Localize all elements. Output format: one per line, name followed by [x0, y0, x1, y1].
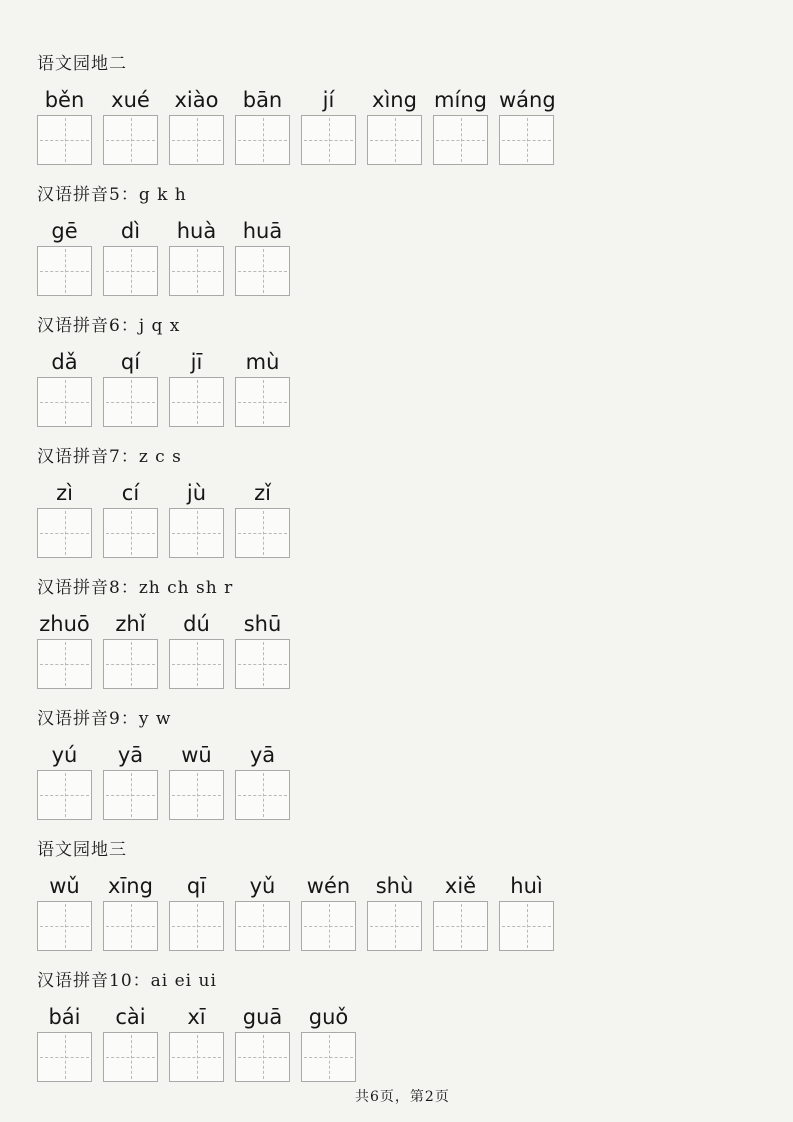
pinyin-cell	[433, 88, 488, 165]
pinyin-label: xīng	[108, 874, 153, 898]
pinyin-cell	[37, 350, 92, 427]
pinyin-label: yǔ	[249, 874, 276, 898]
tianzige-horizontal-guide	[172, 140, 221, 141]
tianzige-writing-box	[433, 115, 488, 165]
pinyin-label: gē	[51, 219, 78, 243]
worksheet-section	[37, 185, 793, 296]
pinyin-cell	[499, 88, 554, 165]
tianzige-writing-box	[169, 377, 224, 427]
pinyin-label: wáng	[499, 88, 556, 112]
pinyin-label: cí	[121, 481, 140, 505]
tianzige-writing-box	[37, 639, 92, 689]
pinyin-label: dì	[120, 219, 141, 243]
pinyin-cell	[367, 874, 422, 951]
tianzige-writing-box	[235, 1032, 290, 1082]
pinyin-cell	[169, 481, 224, 558]
pinyin-cell	[367, 88, 422, 165]
pinyin-label: huà	[176, 219, 217, 243]
tianzige-horizontal-guide	[304, 1057, 353, 1058]
section-title: 语文园地三	[37, 840, 127, 860]
tianzige-writing-box	[103, 115, 158, 165]
pinyin-label: huì	[510, 874, 543, 898]
tianzige-horizontal-guide	[40, 795, 89, 796]
pinyin-cell	[37, 874, 92, 951]
pinyin-cell	[235, 874, 290, 951]
tianzige-horizontal-guide	[40, 1057, 89, 1058]
pinyin-label: xiào	[174, 88, 219, 112]
tianzige-writing-box	[169, 770, 224, 820]
tianzige-horizontal-guide	[172, 271, 221, 272]
tianzige-horizontal-guide	[106, 402, 155, 403]
pinyin-cell	[37, 612, 92, 689]
pinyin-label: shū	[243, 612, 282, 636]
tianzige-horizontal-guide	[106, 140, 155, 141]
tianzige-writing-box	[37, 377, 92, 427]
tianzige-writing-box	[301, 1032, 356, 1082]
tianzige-horizontal-guide	[502, 140, 551, 141]
tianzige-writing-box	[37, 1032, 92, 1082]
pinyin-cell	[235, 612, 290, 689]
pinyin-cell	[301, 1005, 356, 1082]
tianzige-horizontal-guide	[106, 664, 155, 665]
pinyin-cell	[169, 612, 224, 689]
pinyin-cell	[103, 1005, 158, 1082]
tianzige-writing-box	[499, 115, 554, 165]
pinyin-row	[37, 88, 793, 165]
tianzige-horizontal-guide	[502, 926, 551, 927]
pinyin-cell	[169, 88, 224, 165]
page-number-footer: 共6页，第2页	[355, 1089, 450, 1105]
pinyin-cell	[103, 481, 158, 558]
pinyin-label: qī	[186, 874, 207, 898]
pinyin-label: bān	[242, 88, 283, 112]
tianzige-writing-box	[235, 246, 290, 296]
pinyin-cell	[169, 874, 224, 951]
pinyin-cell	[103, 88, 158, 165]
pinyin-cell	[169, 219, 224, 296]
pinyin-label: dú	[183, 612, 210, 636]
pinyin-label: míng	[434, 88, 487, 112]
pinyin-cell	[235, 481, 290, 558]
tianzige-horizontal-guide	[106, 1057, 155, 1058]
section-title: 汉语拼音6：j q x	[37, 316, 181, 336]
tianzige-horizontal-guide	[172, 533, 221, 534]
tianzige-horizontal-guide	[40, 271, 89, 272]
pinyin-label: jī	[190, 350, 203, 374]
pinyin-cell	[235, 1005, 290, 1082]
pinyin-row	[37, 1005, 793, 1082]
tianzige-horizontal-guide	[238, 1057, 287, 1058]
pinyin-label: wén	[306, 874, 351, 898]
tianzige-horizontal-guide	[40, 140, 89, 141]
pinyin-label: shù	[375, 874, 414, 898]
pinyin-cell	[37, 219, 92, 296]
pinyin-cell	[103, 219, 158, 296]
pinyin-label: xìng	[372, 88, 417, 112]
tianzige-writing-box	[103, 377, 158, 427]
tianzige-writing-box	[103, 901, 158, 951]
tianzige-horizontal-guide	[40, 533, 89, 534]
tianzige-horizontal-guide	[172, 926, 221, 927]
tianzige-writing-box	[499, 901, 554, 951]
tianzige-writing-box	[103, 508, 158, 558]
pinyin-cell	[433, 874, 488, 951]
pinyin-cell	[37, 743, 92, 820]
section-title: 汉语拼音10：ai ei ui	[37, 971, 217, 991]
tianzige-horizontal-guide	[106, 795, 155, 796]
worksheet-section	[37, 840, 793, 951]
tianzige-horizontal-guide	[40, 664, 89, 665]
pinyin-label: zì	[56, 481, 73, 505]
pinyin-label: yā	[117, 743, 144, 767]
tianzige-writing-box	[103, 246, 158, 296]
tianzige-writing-box	[235, 901, 290, 951]
section-title: 汉语拼音8：zh ch sh r	[37, 578, 234, 598]
tianzige-writing-box	[169, 901, 224, 951]
worksheet-section	[37, 578, 793, 689]
tianzige-writing-box	[37, 901, 92, 951]
tianzige-writing-box	[235, 639, 290, 689]
tianzige-writing-box	[37, 508, 92, 558]
tianzige-horizontal-guide	[238, 140, 287, 141]
pinyin-cell	[235, 88, 290, 165]
pinyin-label: zhǐ	[115, 612, 146, 636]
tianzige-horizontal-guide	[238, 795, 287, 796]
tianzige-writing-box	[235, 770, 290, 820]
tianzige-horizontal-guide	[172, 795, 221, 796]
pinyin-label: huā	[242, 219, 283, 243]
pinyin-label: zhuō	[39, 612, 90, 636]
pinyin-label: xiě	[444, 874, 477, 898]
tianzige-writing-box	[169, 115, 224, 165]
pinyin-cell	[103, 350, 158, 427]
pinyin-cell	[301, 88, 356, 165]
worksheet-section	[37, 447, 793, 558]
tianzige-horizontal-guide	[40, 402, 89, 403]
pinyin-label: guǒ	[308, 1005, 349, 1029]
tianzige-writing-box	[169, 1032, 224, 1082]
pinyin-label: běn	[44, 88, 85, 112]
worksheet-section	[37, 54, 793, 165]
tianzige-writing-box	[103, 770, 158, 820]
pinyin-label: yā	[249, 743, 276, 767]
pinyin-label: wǔ	[49, 874, 80, 898]
tianzige-writing-box	[103, 1032, 158, 1082]
pinyin-row	[37, 612, 793, 689]
pinyin-label: xué	[111, 88, 150, 112]
pinyin-label: yú	[51, 743, 78, 767]
tianzige-writing-box	[367, 901, 422, 951]
tianzige-horizontal-guide	[238, 664, 287, 665]
tianzige-writing-box	[37, 115, 92, 165]
tianzige-writing-box	[301, 115, 356, 165]
tianzige-writing-box	[235, 508, 290, 558]
tianzige-horizontal-guide	[106, 533, 155, 534]
pinyin-row	[37, 481, 793, 558]
tianzige-horizontal-guide	[370, 140, 419, 141]
pinyin-cell	[37, 1005, 92, 1082]
pinyin-label: qí	[120, 350, 141, 374]
pinyin-label: wū	[181, 743, 212, 767]
pinyin-label: guā	[242, 1005, 283, 1029]
tianzige-writing-box	[37, 246, 92, 296]
tianzige-horizontal-guide	[106, 926, 155, 927]
worksheet-section	[37, 316, 793, 427]
tianzige-horizontal-guide	[436, 926, 485, 927]
pinyin-label: xī	[187, 1005, 206, 1029]
tianzige-writing-box	[103, 639, 158, 689]
tianzige-writing-box	[367, 115, 422, 165]
tianzige-writing-box	[235, 115, 290, 165]
tianzige-writing-box	[301, 901, 356, 951]
section-title: 汉语拼音5：g k h	[37, 185, 187, 205]
pinyin-label: jù	[186, 481, 207, 505]
pinyin-cell	[235, 219, 290, 296]
pinyin-cell	[235, 743, 290, 820]
tianzige-writing-box	[235, 377, 290, 427]
tianzige-writing-box	[433, 901, 488, 951]
tianzige-horizontal-guide	[238, 271, 287, 272]
tianzige-horizontal-guide	[40, 926, 89, 927]
tianzige-horizontal-guide	[172, 1057, 221, 1058]
pinyin-row	[37, 219, 793, 296]
tianzige-writing-box	[37, 770, 92, 820]
sections-container	[37, 54, 793, 1082]
tianzige-horizontal-guide	[172, 402, 221, 403]
pinyin-cell	[103, 874, 158, 951]
pinyin-label: mù	[245, 350, 280, 374]
pinyin-cell	[103, 743, 158, 820]
pinyin-row	[37, 350, 793, 427]
pinyin-cell	[37, 88, 92, 165]
pinyin-row	[37, 874, 793, 951]
tianzige-horizontal-guide	[172, 664, 221, 665]
tianzige-horizontal-guide	[370, 926, 419, 927]
section-title: 汉语拼音9：y w	[37, 709, 172, 729]
pinyin-cell	[169, 350, 224, 427]
tianzige-horizontal-guide	[238, 533, 287, 534]
pinyin-label: bái	[48, 1005, 81, 1029]
pinyin-label: jí	[322, 88, 335, 112]
tianzige-writing-box	[169, 508, 224, 558]
pinyin-cell	[103, 612, 158, 689]
pinyin-cell	[301, 874, 356, 951]
tianzige-horizontal-guide	[304, 140, 353, 141]
pinyin-cell	[169, 1005, 224, 1082]
pinyin-label: cài	[115, 1005, 146, 1029]
section-title: 语文园地二	[37, 54, 127, 74]
tianzige-horizontal-guide	[238, 926, 287, 927]
pinyin-row	[37, 743, 793, 820]
pinyin-label: dǎ	[51, 350, 78, 374]
pinyin-cell	[499, 874, 554, 951]
pinyin-cell	[37, 481, 92, 558]
pinyin-cell	[169, 743, 224, 820]
tianzige-horizontal-guide	[106, 271, 155, 272]
pinyin-cell	[235, 350, 290, 427]
tianzige-horizontal-guide	[238, 402, 287, 403]
tianzige-horizontal-guide	[436, 140, 485, 141]
pinyin-label: zǐ	[254, 481, 271, 505]
worksheet-section	[37, 709, 793, 820]
section-title: 汉语拼音7：z c s	[37, 447, 182, 467]
tianzige-writing-box	[169, 246, 224, 296]
worksheet-section	[37, 971, 793, 1082]
tianzige-horizontal-guide	[304, 926, 353, 927]
tianzige-writing-box	[169, 639, 224, 689]
